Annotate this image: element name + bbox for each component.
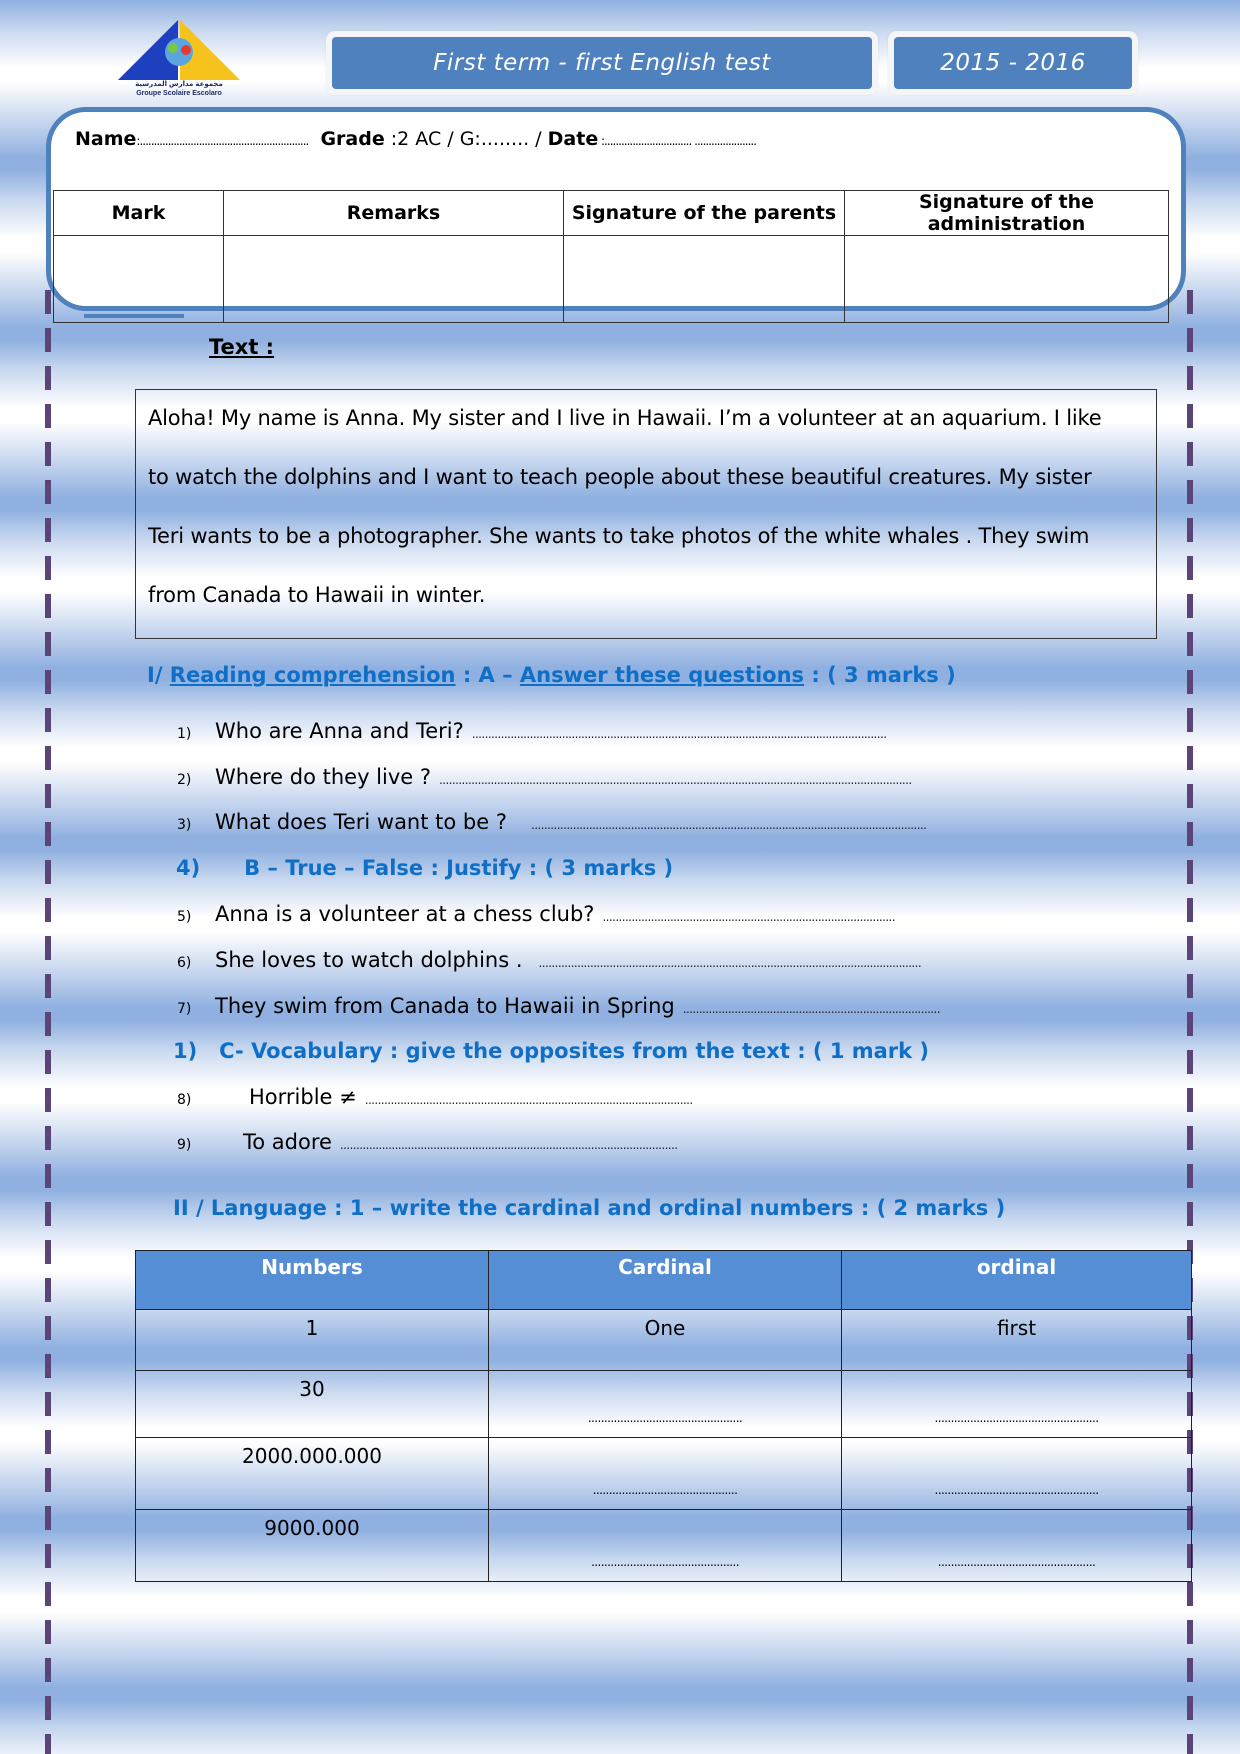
remarks-cell[interactable] <box>224 236 564 323</box>
parents-signature-cell[interactable] <box>564 236 845 323</box>
school-logo-triangle-icon <box>116 18 242 82</box>
cardinal-answer-field[interactable]: ................................................ <box>489 1371 842 1438</box>
ordinal-answer-field[interactable]: ................................................... <box>842 1371 1192 1438</box>
answer-field[interactable]: ................................................................................................................................. <box>471 727 887 741</box>
question-item: 2) Where do they live ? ................................................................................................................................................... <box>177 765 912 789</box>
mark-cell[interactable] <box>54 236 224 323</box>
answer-field[interactable]: ................................................................................................................................................... <box>439 773 912 787</box>
left-dashed-border <box>45 290 51 1754</box>
reading-text-line: from Canada to Hawaii in winter. <box>148 583 486 607</box>
name-label: Name <box>75 128 137 150</box>
date-field[interactable]: :............................... ...................... <box>598 134 757 148</box>
answer-questions-title: Answer these questions <box>519 663 805 687</box>
cardinal-header: Cardinal <box>489 1251 842 1310</box>
answer-field[interactable]: ........................................................................................... <box>602 910 895 924</box>
question-item: 6) She loves to watch dolphins . ....................................................................................................................... <box>177 948 922 972</box>
administration-signature-header: Signature of the administration <box>845 191 1169 236</box>
ordinal-answer-field[interactable]: ................................................. <box>842 1510 1192 1582</box>
cardinal-answer-field[interactable]: ............................................. <box>489 1438 842 1510</box>
reading-comprehension-title: Reading comprehension <box>169 663 456 687</box>
ordinal-header: ordinal <box>842 1251 1192 1310</box>
numbers-header: Numbers <box>136 1251 489 1310</box>
grade-label: Grade <box>320 128 385 150</box>
reading-text-line: Aloha! My name is Anna. My sister and I live in Hawaii. I’m a volunteer at an aquarium. I like <box>148 406 1102 430</box>
table-row: 30 ................................................ ................................................... <box>136 1371 1192 1438</box>
numbers-table <box>135 1250 1192 1582</box>
administration-signature-cell[interactable] <box>845 236 1169 323</box>
reading-marks: : ( 3 marks ) <box>804 663 956 687</box>
question-item: 1) Who are Anna and Teri? ................................................................................................................................. <box>177 719 887 743</box>
answer-field[interactable]: ................................................................................ <box>682 1002 940 1016</box>
school-year: 2015 - 2016 <box>894 37 1132 89</box>
test-title-banner <box>326 31 878 95</box>
school-year-banner <box>888 31 1138 95</box>
vocabulary-item: 8) Horrible ≠ ...................................................................................................... <box>177 1085 693 1109</box>
table-row: 2000.000.000 ............................................. ................................................... <box>136 1438 1192 1510</box>
cardinal-answer-field[interactable]: .............................................. <box>489 1510 842 1582</box>
answer-field[interactable]: ........................................................................................................................... <box>530 818 927 832</box>
grade-field[interactable]: :2 AC / G:........ / <box>390 128 548 150</box>
name-field[interactable]: :............................................................ <box>136 134 309 148</box>
reading-text-line: Teri wants to be a photographer. She wants to take photos of the white whales . They swim <box>148 524 1090 548</box>
answer-field[interactable]: ......................................................................................................... <box>339 1138 678 1152</box>
language-heading: II / Language : 1 – write the cardinal and ordinal numbers : ( 2 marks ) <box>173 1196 1006 1220</box>
remarks-header: Remarks <box>224 191 564 236</box>
parents-signature-header: Signature of the parents <box>564 191 845 236</box>
question-item: 7) They swim from Canada to Hawaii in Spring ................................................................................ <box>177 994 940 1018</box>
answer-field[interactable]: ...................................................................................................... <box>364 1093 693 1107</box>
reading-comprehension-heading: I/ Reading comprehension : A – Answer these questions : ( 3 marks ) <box>147 663 956 687</box>
school-logo <box>116 18 242 104</box>
true-false-heading: 4) B – True – False : Justify : ( 3 marks ) <box>176 856 674 880</box>
answer-field[interactable]: ....................................................................................................................... <box>538 956 922 970</box>
numbers-table-header <box>136 1251 1192 1310</box>
logo-caption: مجموعة مدارس المدرسية Groupe Scolaire Escolaro <box>135 81 223 97</box>
reading-text-box <box>135 389 1157 639</box>
date-label: Date <box>547 128 599 150</box>
reading-text-line: to watch the dolphins and I want to teach people about these beautiful creatures. My sister <box>148 465 1092 489</box>
question-item: 5) Anna is a volunteer at a chess club? ........................................................................................... <box>177 902 895 926</box>
table-row: 9000.000 .............................................. ................................................. <box>136 1510 1192 1582</box>
signature-table-row <box>54 236 1169 323</box>
text-label: Text : <box>209 335 275 359</box>
student-info-line <box>75 128 756 150</box>
question-item: 3) What does Teri want to be ? ........................................................................................................................... <box>177 810 927 834</box>
vocabulary-heading: 1) C- Vocabulary : give the opposites from the text : ( 1 mark ) <box>173 1039 930 1063</box>
vocabulary-item: 9) To adore ......................................................................................................... <box>177 1130 678 1154</box>
table-row: 1 One first <box>136 1310 1192 1371</box>
mark-header: Mark <box>54 191 224 236</box>
signature-table-header <box>54 191 1169 236</box>
test-title: First term - first English test <box>332 37 872 89</box>
ordinal-answer-field[interactable]: ................................................... <box>842 1438 1192 1510</box>
signature-table <box>53 190 1169 323</box>
